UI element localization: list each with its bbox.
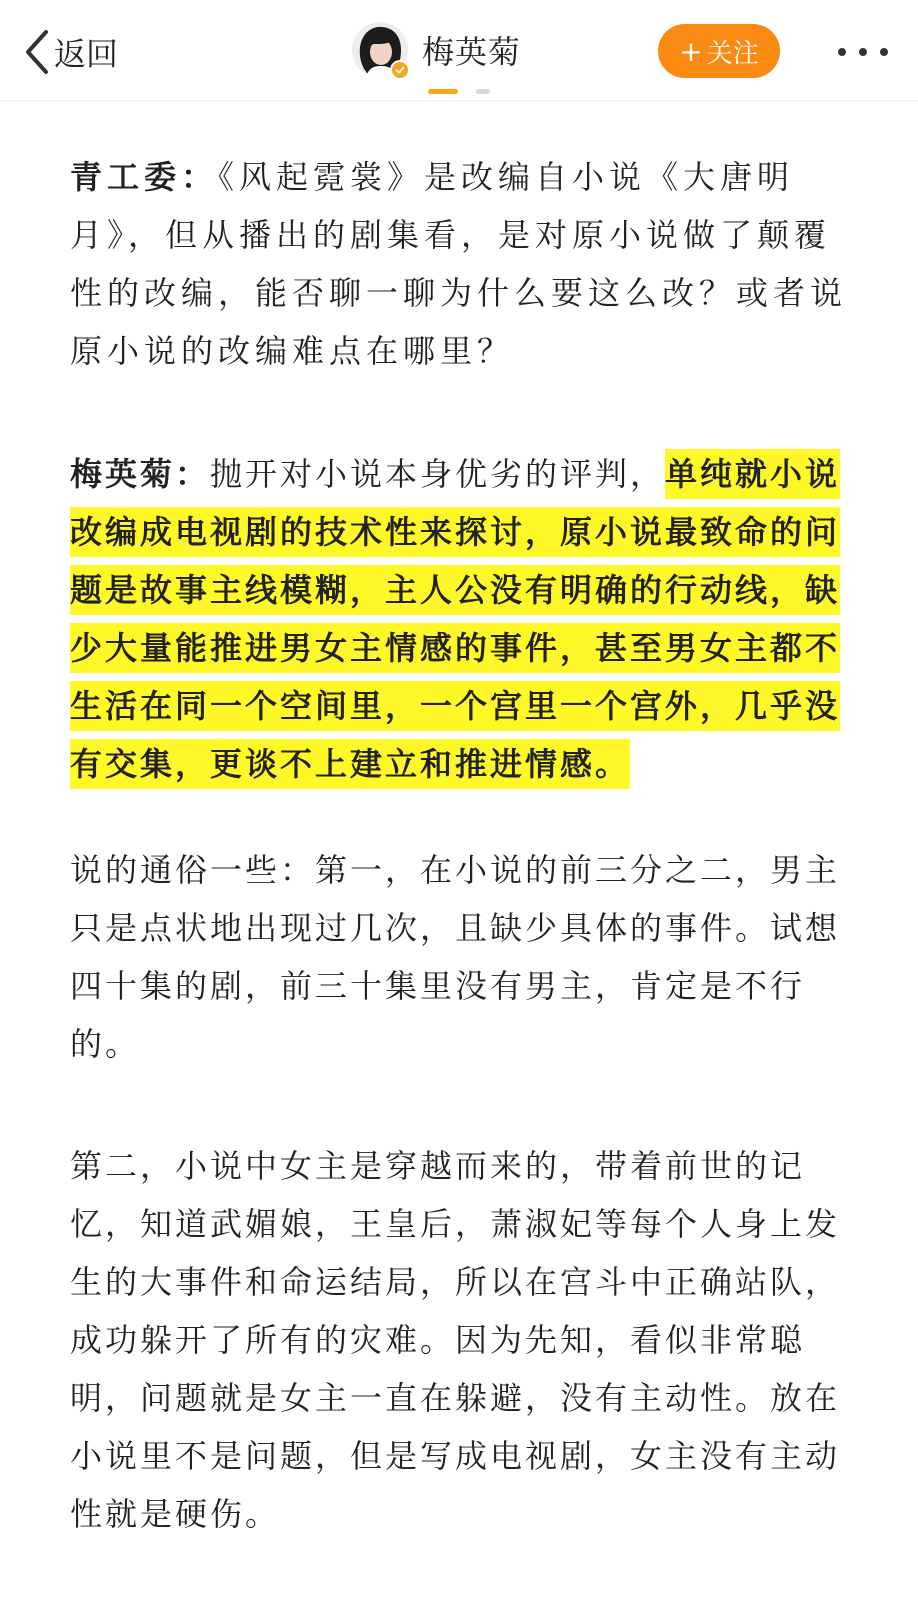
paragraph-answer [70,445,856,793]
paragraph-point-one [70,841,856,1073]
top-bar [0,0,918,101]
username[interactable]: 梅英菊 [422,33,522,71]
speaker-label: 梅英菊： [70,455,211,493]
back-label: 返回 [54,35,119,73]
paragraph-text: 抛开对小说本身优劣的评判， [210,455,666,493]
paragraph-text: 说的通俗一些：第一，在小说的前三分之二，男主只是点状地出现过几次，且缺少具体的事件。试想四十集的剧，前三十集里没有男主，肯定是不行的。 [70,851,841,1063]
follow-label: 关注 [706,38,759,69]
tab-indicator-active[interactable] [428,89,458,94]
tab-indicator-inactive[interactable] [476,89,490,94]
back-button[interactable] [24,24,118,80]
paragraph-point-two [70,1137,856,1543]
chevron-left-icon [24,29,50,75]
highlighted-text: 单纯就小说改编成电视剧的技术性来探讨，原小说最致命的问题是故事主线模糊，主人公没有明确的行动线，缺少大量能推进男女主情感的事件，甚至男女主都不生活在同一个空间里，一个宫里一个宫外，几乎没有交集，更谈不上建立和推进情感。 [70,449,840,789]
plus-icon: + [679,34,703,68]
paragraph-text: 《风起霓裳》是改编自小说《大唐明月》，但从播出的剧集看，是对原小说做了颠覆性的改编，能否聊一聊为什么要这么改？或者说原小说的改编难点在哪里？ [70,158,848,370]
avatar[interactable] [352,22,408,78]
paragraph-text: 第二，小说中女主是穿越而来的，带着前世的记忆，知道武媚娘，王皇后，萧淑妃等每个人身上发生的大事件和命运结局，所以在宫斗中正确站队，成功躲开了所有的灾难。因为先知，看似非常聪明，问题就是女主一直在躲避，没有主动性。放在小说里不是问题，但是写成电视剧，女主没有主动性就是硬伤。 [70,1147,841,1533]
verified-badge-icon [390,60,410,80]
follow-button[interactable] [658,24,780,78]
paragraph-question [70,148,856,380]
speaker-label: 青工委： [70,158,219,196]
more-dots-icon[interactable] [834,40,894,64]
profile-header[interactable] [352,20,521,80]
